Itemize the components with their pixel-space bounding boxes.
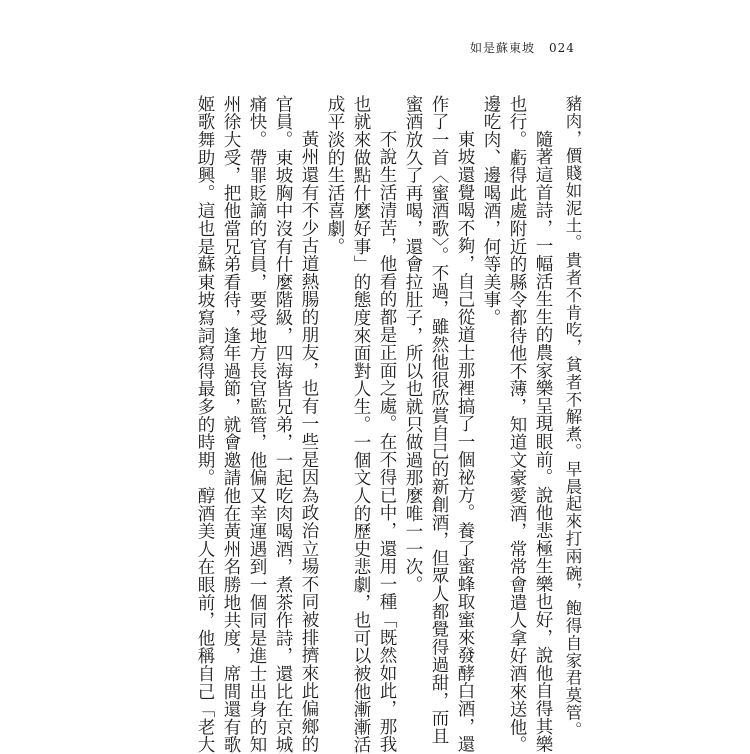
running-head	[470, 39, 690, 56]
text-column: 官員。東坡胸中沒有什麼階級，四海皆兄弟，一起吃肉喝酒，煮茶作詩，還比在京城	[273, 95, 293, 754]
text-column: 豬肉，價賤如泥土。貴者不肯吃，貧者不解煮。早晨起來打兩碗，飽得自家君莫管。	[563, 95, 582, 739]
text-column: 也行。虧得此處附近的縣令都待他不薄，知道文豪愛酒，常常會遣人拿好酒來送他。	[507, 95, 527, 754]
text-column: 不說生活清苦，他看的都是正面之處。在不得已中，還用一種「既然如此，那我	[377, 130, 397, 753]
text-column: 蜜酒放久了再喝，還會拉肚子，所以也就只做過那麼唯一一次。	[403, 95, 423, 594]
vertical-text-body	[187, 95, 580, 754]
text-column: 也就來做點什麼好事」的態度來面對人生。一個文人的歷史悲劇，也可以被他漸漸活	[351, 95, 371, 754]
text-column: 黃州還有不少古道熱腸的朋友，也有一些是因為政治立場不同被排擠來此偏鄉的	[299, 130, 319, 753]
book-title: 如是蘇東坡	[470, 41, 536, 55]
text-column: 成平淡的生活喜劇。	[325, 95, 345, 256]
text-column: 州徐大受，把他當兄弟看待，逢年過節，就會邀請他在黃州名勝地共度，席間還有歌	[221, 95, 241, 754]
text-column: 姬歌舞助興。這也是蘇東坡寫詞寫得最多的時期。醇酒美人在眼前，他稱自己「老大	[195, 95, 215, 754]
text-column: 邊吃肉、邊喝酒，何等美事。	[481, 95, 501, 327]
text-column: 痛快。帶罪貶謫的官員，要受地方長官監管，他偏又幸運遇到一個同是進士出身的知	[247, 95, 267, 754]
text-column: 作了一首〈蜜酒歌〉。不過，雖然他很欣賞自己的新創酒，但眾人都覺得過甜，而且	[429, 95, 449, 745]
page-number: 024	[549, 40, 575, 55]
text-column: 隨著這首詩，一幅活生生的農家樂呈現眼前。說他悲極生樂也好，說他自得其樂	[533, 130, 553, 753]
text-column: 東坡還覺喝不夠，自己從道士那裡搞了一個祕方。養了蜜蜂取蜜來發酵白酒，還	[455, 130, 475, 753]
